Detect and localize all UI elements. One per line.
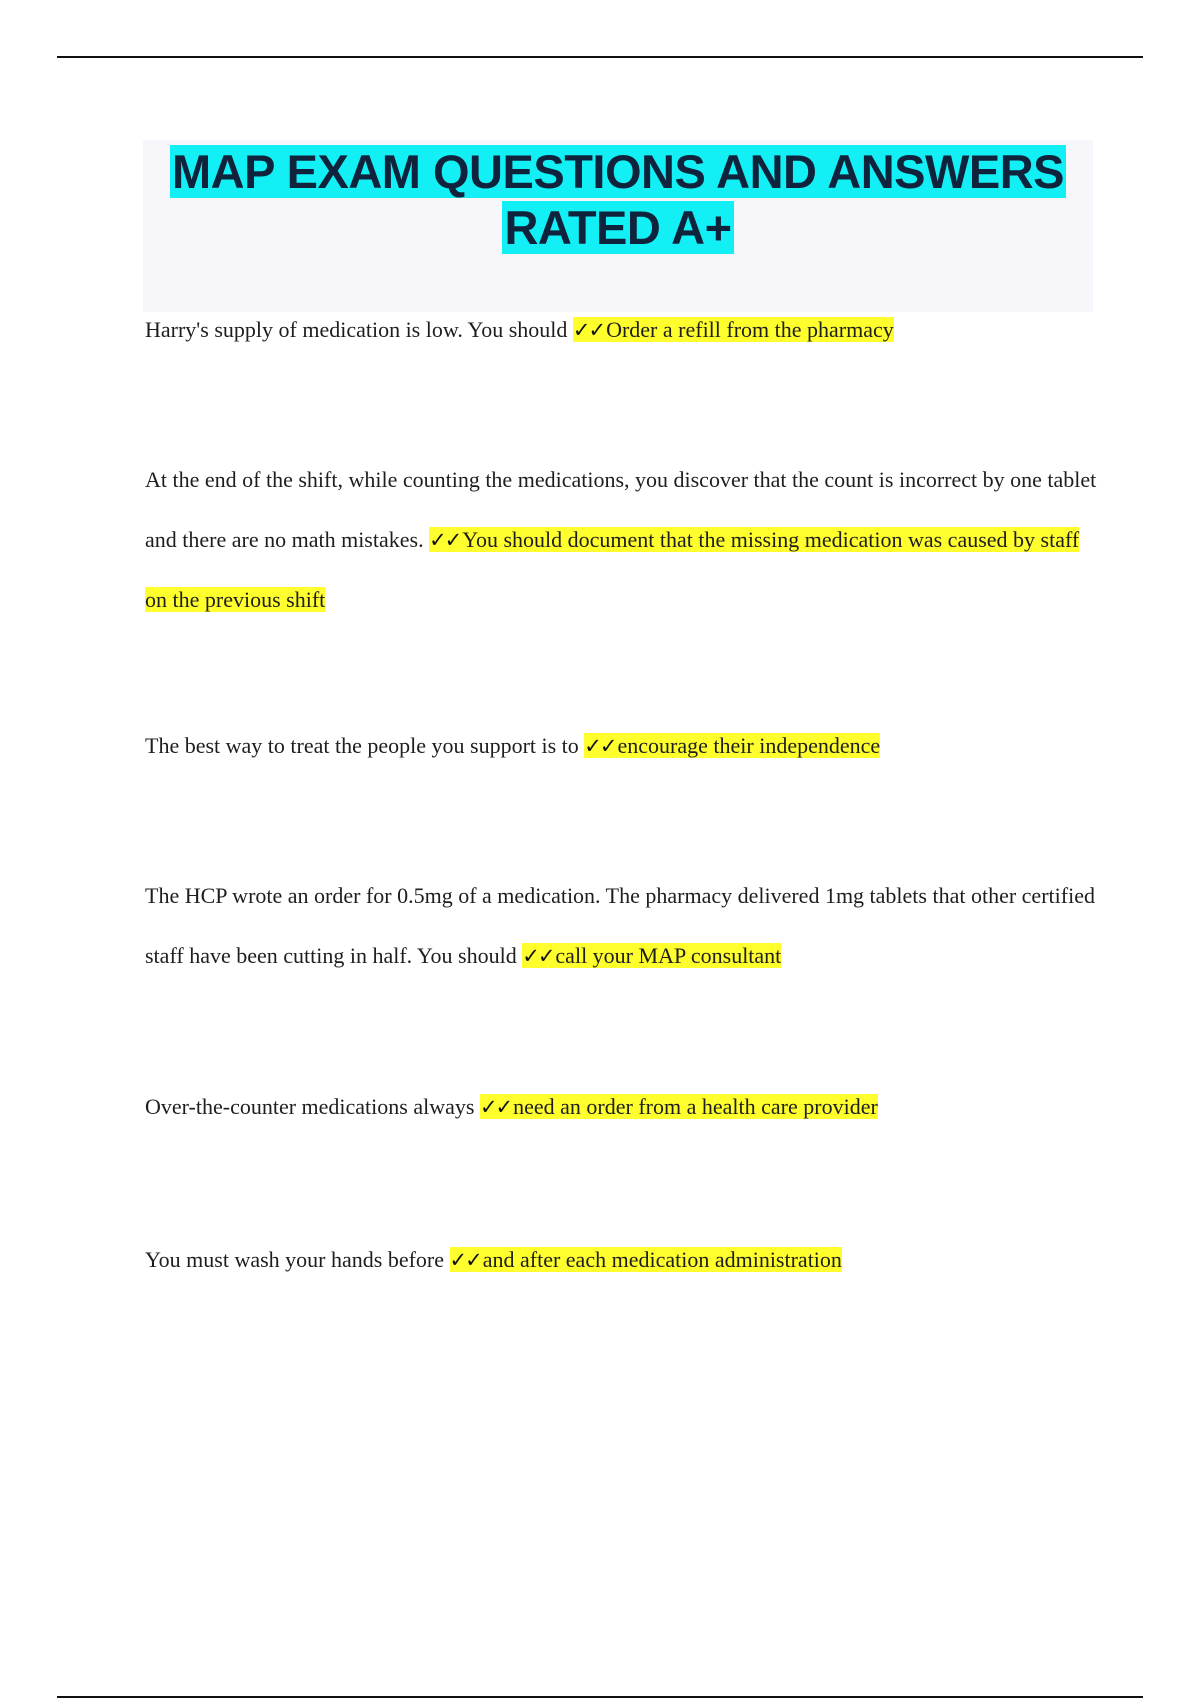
page-title (143, 140, 1093, 256)
double-check-icon: ✓✓ (572, 318, 605, 342)
question-text: The best way to treat the people you support is to (145, 733, 579, 758)
answer-text: You should document that the missing medication was caused by staff on the previous shift (145, 527, 1080, 612)
qa-item (145, 866, 1105, 986)
answer-highlight (573, 317, 894, 342)
answer-highlight (480, 1094, 878, 1119)
qa-item (145, 300, 1105, 360)
qa-item (145, 716, 1105, 776)
title-block (143, 140, 1093, 312)
question-text: You must wash your hands before (145, 1247, 445, 1272)
answer-highlight (450, 1247, 842, 1272)
question-text: The HCP wrote an order for 0.5mg of a medication. The pharmacy delivered 1mg tablets that other certified staff have been cutting in half. You should (145, 883, 1095, 968)
qa-item (145, 450, 1105, 630)
double-check-icon: ✓✓ (429, 528, 461, 552)
answer-highlight (522, 943, 781, 968)
question-text: At the end of the shift, while counting the medications, you discover that the count is incorrect by one tablet and there are no math mistakes. (145, 467, 1097, 552)
answer-text: and after each medication administration (482, 1247, 842, 1272)
double-check-icon: ✓✓ (584, 734, 616, 758)
question-text: Over-the-counter medications always (145, 1094, 475, 1119)
qa-item (145, 1077, 1105, 1137)
double-check-icon: ✓✓ (479, 1095, 512, 1119)
question-text: Harry's supply of medication is low. You should (145, 317, 568, 342)
answer-text: call your MAP consultant (555, 943, 782, 968)
answer-text: Order a refill from the pharmacy (606, 317, 894, 342)
page-title-text: MAP EXAM QUESTIONS AND ANSWERS RATED A+ (172, 145, 1064, 254)
qa-item (145, 1230, 1105, 1290)
bottom-rule (57, 1696, 1143, 1698)
top-rule (57, 56, 1143, 58)
double-check-icon: ✓✓ (449, 1248, 481, 1272)
answer-text: encourage their independence (617, 733, 881, 758)
answer-text: need an order from a health care provider (513, 1094, 878, 1119)
answer-highlight (584, 733, 880, 758)
double-check-icon: ✓✓ (522, 944, 554, 968)
